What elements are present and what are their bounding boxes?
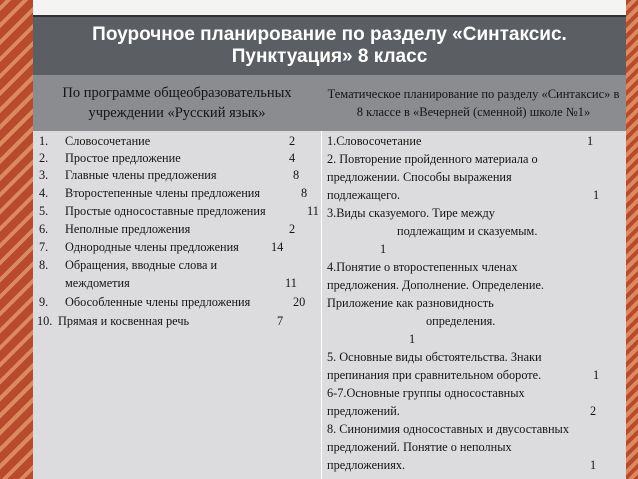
- text-line: [426, 312, 638, 330]
- item-hours: 2: [289, 222, 296, 236]
- line-text: 8. Синонимия односоставных и двусоставных: [327, 422, 569, 436]
- text-line: [327, 384, 627, 402]
- line-hours: 1: [380, 242, 387, 256]
- item-text: Обособленные члены предложения: [65, 295, 251, 309]
- line-text: 2. Повторение пройденного материала о: [327, 152, 538, 166]
- item-text: Обращения, вводные слова и: [65, 258, 218, 272]
- text-line: [327, 150, 627, 168]
- item-hours: 8: [293, 168, 300, 182]
- item-hours: 11: [285, 276, 297, 290]
- item-text: Простое предложение: [65, 151, 181, 165]
- title-bar: [33, 15, 626, 75]
- header-left-cell: По программе общеобразовательных учреждении «Русский язык»: [62, 85, 292, 121]
- line-text: подлежащего.: [327, 188, 401, 202]
- item-hours: 14: [271, 240, 284, 254]
- item-text: Однородные члены предложения: [65, 240, 239, 254]
- line-text: предложений. Понятие о неполных: [327, 440, 512, 454]
- item-hours: 2: [289, 134, 296, 148]
- line-text: предложения. Дополнение. Определение.: [327, 278, 544, 292]
- item-number: 7.: [39, 240, 49, 254]
- item-number: 4.: [39, 186, 49, 200]
- line-text: подлежащим и сказуемым.: [397, 224, 538, 238]
- line-hours: 1: [593, 368, 600, 382]
- text-line: [327, 348, 627, 366]
- text-line: [327, 258, 627, 276]
- header-right-cell: Тематическое планирование по разделу «Синтаксис» в 8 классе в «Вечерней (сменной) школе №1»: [327, 87, 620, 119]
- slide-title: Поурочное планирование по разделу «Синтаксис. Пунктуация» 8 класс: [92, 24, 567, 67]
- item-number: 1.: [39, 134, 49, 148]
- item-number: 3.: [39, 168, 49, 182]
- text-line: [327, 402, 627, 420]
- line-text: предложении. Способы выражения: [327, 170, 512, 184]
- item-number: 9.: [39, 295, 49, 309]
- item-hours: 20: [293, 295, 306, 309]
- item-number: 2.: [39, 151, 49, 165]
- text-line: [327, 186, 627, 204]
- right-column: [322, 131, 626, 479]
- item-number: 5.: [39, 204, 49, 218]
- line-text: препинания при сравнительном обороте.: [327, 368, 542, 382]
- item-hours: 7: [277, 314, 284, 328]
- item-number: 6.: [39, 222, 49, 236]
- line-hours: 1: [590, 458, 597, 472]
- item-text: Второстепенные члены предложения: [65, 186, 261, 200]
- line-text: предложениях.: [327, 458, 406, 472]
- line-text: 6-7.Основные группы односоставных: [327, 386, 525, 400]
- left-column: [33, 131, 322, 479]
- text-line: [327, 168, 627, 186]
- line-text: 4.Понятие о второстепенных членах: [327, 260, 518, 274]
- line-text: 1.Словосочетание: [327, 134, 422, 148]
- text-line: [327, 204, 627, 222]
- line-text: определения.: [426, 314, 496, 328]
- line-text: 5. Основные виды обстоятельства. Знаки: [327, 350, 542, 364]
- item-text: Главные члены предложения: [65, 168, 217, 182]
- line-hours: 1: [593, 188, 600, 202]
- item-text: Словосочетание: [65, 134, 151, 148]
- line-hours: 2: [590, 404, 597, 418]
- line-hours: 1: [587, 134, 594, 148]
- text-line: [327, 420, 627, 438]
- item-hours: 8: [301, 186, 308, 200]
- line-hours: 1: [409, 332, 416, 346]
- text-line: [327, 438, 627, 456]
- text-line: [327, 456, 627, 474]
- text-line: [327, 132, 627, 150]
- item-number: 8.: [39, 258, 49, 272]
- text-line: [327, 366, 627, 384]
- item-hours: 4: [289, 151, 296, 165]
- item-hours: 11: [307, 204, 319, 218]
- item-text: Прямая и косвенная речь: [58, 314, 190, 328]
- text-line: [327, 330, 627, 348]
- text-line: [327, 276, 627, 294]
- left-decorative-stripe: [0, 0, 33, 479]
- slide: [33, 0, 626, 479]
- item-text: междометия: [65, 276, 130, 290]
- line-text: 3.Виды сказуемого. Тире между: [327, 206, 495, 220]
- table-body-row: [33, 131, 626, 479]
- item-text: Неполные предложения: [65, 222, 191, 236]
- line-text: предложений.: [327, 404, 400, 418]
- line-text: Приложение как разновидность: [327, 296, 494, 310]
- item-number: 10.: [37, 314, 53, 328]
- text-line: [327, 294, 627, 312]
- table-header-row: [33, 75, 626, 131]
- text-line: [327, 240, 627, 258]
- item-text: Простые односоставные предложения: [65, 204, 266, 218]
- text-line: [397, 222, 638, 240]
